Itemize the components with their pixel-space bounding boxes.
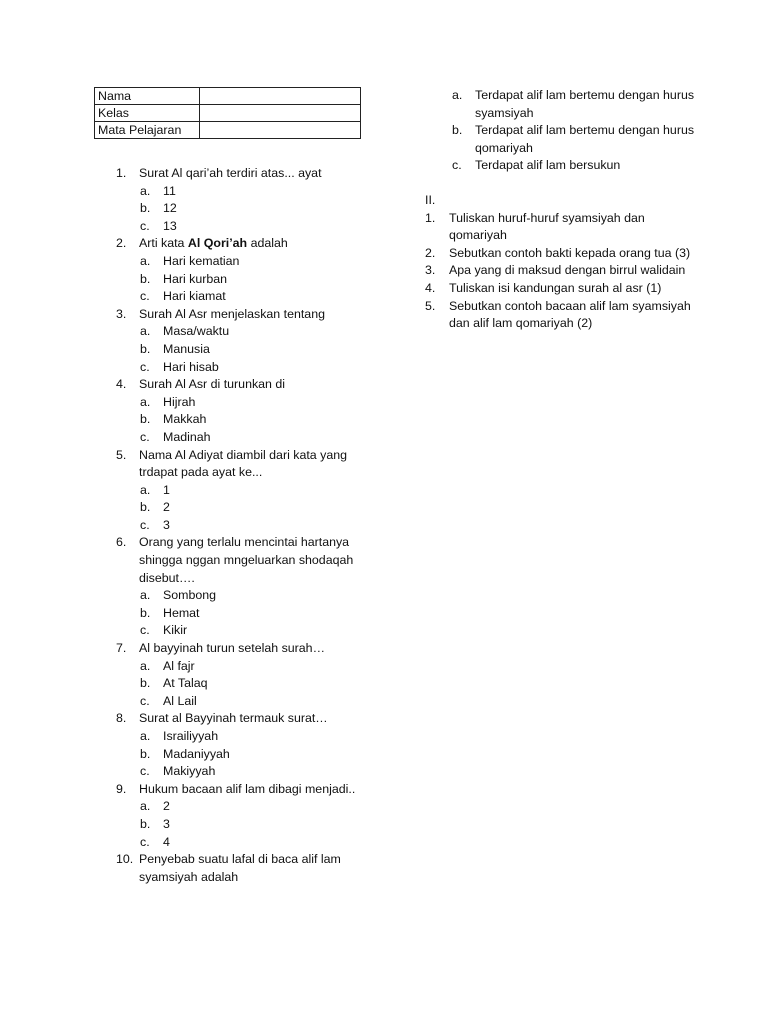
option-6a <box>140 587 376 605</box>
option-3a <box>140 323 376 341</box>
option-text: Masa/waktu <box>163 324 230 339</box>
option-1b <box>140 200 376 218</box>
question-text: Surah Al Asr di turunkan di <box>139 377 286 392</box>
question-number: 1. <box>116 166 127 180</box>
essay-question-5 <box>425 298 695 333</box>
option-text: Terdapat alif lam bersukun <box>475 158 621 173</box>
option-letter: a. <box>452 88 463 102</box>
option-letter: b. <box>140 412 151 427</box>
question-text <box>139 235 376 253</box>
option-text: Terdapat alif lam bertemu dengan hurus syamsiyah <box>475 88 695 120</box>
question-text: Surat al Bayyinah termauk surat… <box>139 711 328 726</box>
option-letter: c. <box>140 623 150 638</box>
option-4c <box>140 429 376 447</box>
option-text: Hari kurban <box>163 271 228 286</box>
question-number: 5. <box>425 298 436 313</box>
question-5 <box>116 447 376 482</box>
question-text: Orang yang terlalu mencintai hartanya shingga nggan mngeluarkan shodaqah disebut…. <box>139 535 354 585</box>
identity-row-kelas <box>95 105 361 122</box>
question-text: Surah Al Asr menjelaskan tentang <box>139 306 325 321</box>
option-letter: b. <box>140 341 151 356</box>
option-letter: a. <box>140 729 151 743</box>
question-text: Tuliskan huruf-huruf syamsiyah dan qomariyah <box>449 210 645 243</box>
essay-question-4 <box>425 280 695 298</box>
question-1 <box>116 165 376 183</box>
identity-value <box>200 105 361 122</box>
option-text: Hari kiamat <box>163 289 226 304</box>
option-text: Al fajr <box>163 658 195 673</box>
option-1a <box>140 183 376 201</box>
identity-label: Kelas <box>95 105 200 122</box>
option-text: Madinah <box>163 429 211 444</box>
question-text: Nama Al Adiyat diambil dari kata yang trdapat pada ayat ke... <box>139 447 347 480</box>
option-text: Hemat <box>163 605 200 620</box>
question-text-part: Arti kata <box>139 236 188 251</box>
question-number: 9. <box>116 781 127 796</box>
question-number: 7. <box>116 641 127 656</box>
question-number: 2. <box>425 245 436 260</box>
question-text: Sebutkan contoh bacaan alif lam syamsiyah dan alif lam qomariyah (2) <box>449 298 691 331</box>
option-9b <box>140 816 376 834</box>
option-4b <box>140 411 376 429</box>
option-letter: a. <box>140 588 151 603</box>
question-2 <box>116 235 376 253</box>
essay-question-3 <box>425 262 695 280</box>
option-letter: a. <box>140 482 151 497</box>
identity-label: Nama <box>95 88 200 105</box>
option-3c <box>140 359 376 377</box>
option-letter: b. <box>140 816 151 831</box>
question-text: Hukum bacaan alif lam dibagi menjadi.. <box>139 781 356 796</box>
identity-value <box>200 88 361 105</box>
option-text: Terdapat alif lam bertemu dengan hurus qomariyah <box>475 123 695 155</box>
question-text: Al bayyinah turun setelah surah… <box>139 641 325 656</box>
option-letter: c. <box>140 359 150 374</box>
option-letter: a. <box>140 394 151 409</box>
option-7b <box>140 675 376 693</box>
option-text: 4 <box>163 834 170 849</box>
option-10a <box>452 87 695 122</box>
question-number: 3. <box>116 306 127 321</box>
question-7 <box>116 640 376 658</box>
question-number: 4. <box>116 377 127 392</box>
identity-label: Mata Pelajaran <box>95 122 200 139</box>
option-2c <box>140 288 376 306</box>
option-8b <box>140 746 376 764</box>
option-text: Makiyyah <box>163 764 216 779</box>
question-number: 4. <box>425 280 436 295</box>
option-letter: c. <box>140 693 150 708</box>
option-letter: c. <box>140 429 150 444</box>
question-number: 2. <box>116 236 127 251</box>
option-letter: b. <box>140 746 151 761</box>
option-text: Kikir <box>163 623 188 638</box>
essay-question-2 <box>425 245 695 263</box>
question-text: Surat Al qari’ah terdiri atas... ayat <box>139 166 322 180</box>
question-3 <box>116 306 376 324</box>
option-letter: b. <box>140 271 151 286</box>
option-9a <box>140 798 376 816</box>
option-letter: b. <box>140 201 151 216</box>
question-number: 3. <box>425 263 436 278</box>
option-9c <box>140 834 376 852</box>
option-letter: c. <box>140 764 150 779</box>
identity-row-mata-pelajaran <box>95 122 361 139</box>
question-6 <box>116 534 376 587</box>
option-text: 2 <box>163 799 170 814</box>
question-number: 10. <box>116 852 134 867</box>
section-2-label: II. <box>425 192 436 207</box>
option-text: Manusia <box>163 341 210 356</box>
question-text: Apa yang di maksud dengan birrul walidain <box>449 263 686 278</box>
option-text: 11 <box>163 183 176 198</box>
option-2b <box>140 271 376 289</box>
option-5c <box>140 517 376 535</box>
option-letter: b. <box>452 123 463 138</box>
option-letter: b. <box>140 605 151 620</box>
essay-section <box>425 210 695 333</box>
option-text: Madaniyyah <box>163 746 230 761</box>
right-column <box>425 87 695 333</box>
option-text: Sombong <box>163 588 217 603</box>
option-letter: a. <box>140 658 151 673</box>
question-text: Sebutkan contoh bakti kepada orang tua (3) <box>449 245 691 260</box>
option-text: 1 <box>163 482 170 497</box>
question-number: 8. <box>116 711 127 726</box>
question-number: 1. <box>425 210 436 225</box>
option-text: 13 <box>163 218 177 233</box>
option-text: Hari kematian <box>163 253 240 268</box>
option-text: 3 <box>163 816 170 831</box>
option-10b <box>452 122 695 157</box>
question-text-bold: Al Qori’ah <box>187 236 248 251</box>
option-text: Makkah <box>163 412 207 427</box>
multiple-choice-section <box>116 165 376 886</box>
option-6b <box>140 605 376 623</box>
question-10 <box>116 851 376 886</box>
option-6c <box>140 622 376 640</box>
option-letter: c. <box>140 218 150 233</box>
option-letter: c. <box>140 834 150 849</box>
question-text: Tuliskan isi kandungan surah al asr (1) <box>449 280 662 295</box>
option-3b <box>140 341 376 359</box>
question-9 <box>116 781 376 799</box>
question-4 <box>116 376 376 394</box>
option-letter: b. <box>140 500 151 515</box>
identity-value <box>200 122 361 139</box>
option-letter: c. <box>452 158 462 173</box>
option-text: Israiliyyah <box>163 729 219 743</box>
option-letter: b. <box>140 676 151 691</box>
option-text: 12 <box>163 201 177 216</box>
option-text: 3 <box>163 517 170 532</box>
option-text: 2 <box>163 500 170 515</box>
question-number: 6. <box>116 535 127 550</box>
identity-row-nama <box>95 88 361 105</box>
option-1c <box>140 218 376 236</box>
option-5a <box>140 482 376 500</box>
option-2a <box>140 253 376 271</box>
option-4a <box>140 394 376 412</box>
question-number: 5. <box>116 447 127 462</box>
option-8a <box>140 728 376 746</box>
option-letter: c. <box>140 289 150 304</box>
option-letter: a. <box>140 324 151 339</box>
option-8c <box>140 763 376 781</box>
identity-table <box>94 87 361 139</box>
option-10c <box>452 157 695 175</box>
essay-question-1 <box>425 210 695 245</box>
question-8 <box>116 710 376 728</box>
option-text: Hari hisab <box>163 359 219 374</box>
option-text: Hijrah <box>163 394 196 409</box>
option-letter: c. <box>140 517 150 532</box>
option-text: At Talaq <box>163 676 208 691</box>
option-letter: a. <box>140 799 151 814</box>
question-text-part: adalah <box>247 236 288 251</box>
option-7a <box>140 658 376 676</box>
option-text: Al Lail <box>163 693 197 708</box>
option-letter: a. <box>140 183 151 198</box>
option-5b <box>140 499 376 517</box>
question-text: Penyebab suatu lafal di baca alif lam syamsiyah adalah <box>139 852 341 884</box>
option-letter: a. <box>140 253 151 268</box>
option-7c <box>140 693 376 711</box>
